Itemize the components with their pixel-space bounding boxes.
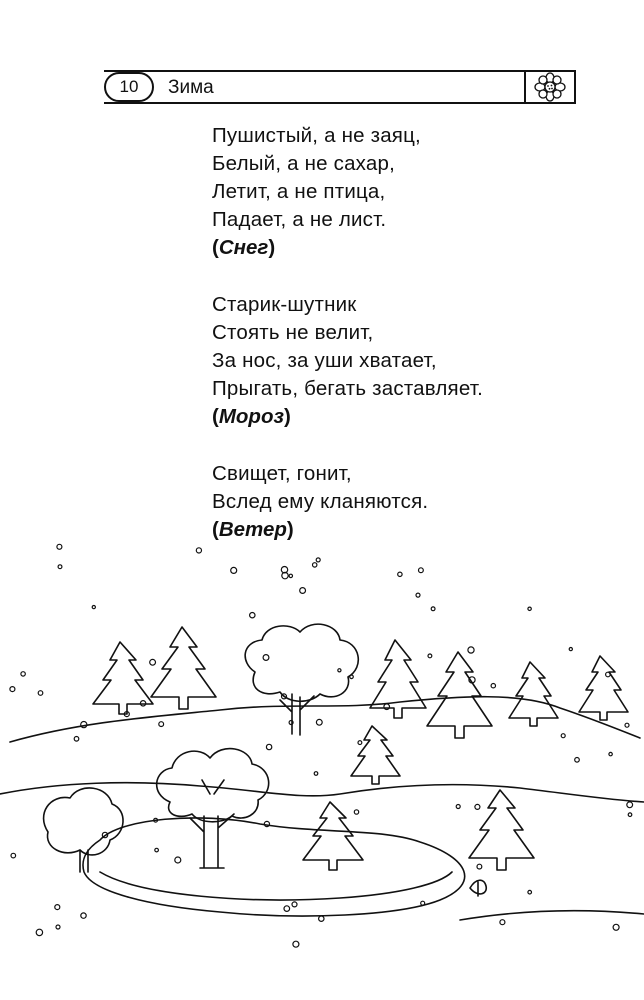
- fir-tree-icon: [351, 726, 400, 784]
- snowflake-icon: [569, 648, 572, 651]
- snowflake-icon: [316, 558, 320, 562]
- riddle-1: [212, 122, 612, 262]
- answer-text: Ветер: [218, 518, 287, 541]
- answer-open-paren: (: [212, 405, 219, 428]
- answer-open-paren: (: [212, 236, 219, 259]
- snowflake-icon: [150, 659, 156, 665]
- answer-text: Мороз: [218, 405, 284, 428]
- riddle-line: Старик-шутник: [212, 293, 357, 316]
- snowflake-icon: [250, 613, 255, 618]
- snowflake-icon: [58, 565, 62, 569]
- snowflake-icon: [421, 901, 425, 905]
- flower-icon: [524, 70, 576, 104]
- fir-tree-icon: [579, 656, 628, 720]
- riddles-block: [212, 122, 612, 573]
- riddle-line: Летит, а не птица,: [212, 180, 386, 203]
- snowflake-icon: [500, 920, 505, 925]
- snowflake-icon: [561, 734, 565, 738]
- snowy-tree-icon: [245, 624, 358, 735]
- pond-outline: [100, 872, 452, 900]
- snowflakes: [10, 544, 633, 947]
- snowflake-icon: [428, 654, 432, 658]
- snowflake-icon: [57, 544, 62, 549]
- snowbank-line: [460, 911, 644, 920]
- snowflake-icon: [358, 741, 362, 745]
- snowflake-icon: [398, 572, 402, 576]
- snowflake-icon: [606, 672, 611, 677]
- fir-tree-icon: [370, 640, 426, 718]
- ground-line: [0, 783, 644, 802]
- snowflake-icon: [293, 941, 299, 947]
- snowflake-icon: [575, 758, 580, 763]
- fir-tree-icon: [151, 627, 216, 709]
- winter-forest-coloring-illustration: [0, 532, 644, 972]
- snowflake-icon: [155, 848, 159, 852]
- fir-tree-icon: [427, 652, 492, 738]
- snowflake-icon: [21, 672, 25, 676]
- riddle-line: За нос, за уши хватает,: [212, 349, 437, 372]
- snowflake-icon: [313, 563, 317, 567]
- oak-tree-icon: [157, 749, 269, 868]
- fir-tree-icon: [509, 662, 558, 726]
- snowflake-icon: [231, 567, 237, 573]
- snowflake-icon: [36, 929, 42, 935]
- sprig-icon: [470, 880, 486, 896]
- snowflake-icon: [159, 722, 164, 727]
- snowflake-icon: [627, 802, 633, 808]
- snowflake-icon: [316, 719, 322, 725]
- snowflake-icon: [266, 744, 271, 749]
- snowflake-icon: [354, 810, 358, 814]
- snowflake-icon: [625, 723, 629, 727]
- snowflake-icon: [613, 924, 619, 930]
- snowflake-icon: [81, 913, 86, 918]
- fir-tree-icon: [469, 790, 534, 870]
- snowflake-icon: [74, 737, 79, 742]
- header-rule: [104, 70, 524, 104]
- riddle-line: Пушистый, а не заяц,: [212, 124, 421, 147]
- answer-text: Снег: [218, 236, 269, 259]
- snowflake-icon: [196, 548, 201, 553]
- snowflake-icon: [38, 691, 43, 696]
- page-number: 10: [104, 72, 154, 102]
- answer-close-paren: ): [268, 236, 276, 259]
- riddle-answer: [212, 234, 612, 262]
- snowflake-icon: [431, 607, 435, 611]
- snowflake-icon: [468, 647, 474, 653]
- riddle-line: Падает, а не лист.: [212, 208, 387, 231]
- riddle-line: Свищет, гонит,: [212, 462, 352, 485]
- fir-tree-icon: [93, 642, 153, 714]
- snowflake-icon: [477, 864, 482, 869]
- snowflake-icon: [10, 687, 15, 692]
- answer-close-paren: ): [283, 405, 291, 428]
- answer-open-paren: (: [212, 518, 219, 541]
- snowflake-icon: [175, 857, 181, 863]
- section-title: Зима: [168, 77, 214, 98]
- snowflake-icon: [528, 890, 532, 894]
- snowflake-icon: [55, 905, 60, 910]
- riddle-line: Белый, а не сахар,: [212, 152, 395, 175]
- snowflake-icon: [56, 925, 60, 929]
- riddle-answer: [212, 403, 612, 431]
- pond-outline: [83, 818, 465, 916]
- snowflake-icon: [338, 669, 341, 672]
- riddle-line: Вслед ему кланяются.: [212, 490, 429, 513]
- riddle-2: [212, 291, 612, 431]
- riddle-line: Прыгать, бегать заставляет.: [212, 377, 483, 400]
- snowflake-icon: [319, 916, 324, 921]
- snowflake-icon: [92, 606, 95, 609]
- snowflake-icon: [475, 804, 480, 809]
- snowflake-icon: [289, 574, 292, 577]
- snowflake-icon: [292, 902, 297, 907]
- snowflake-icon: [416, 593, 420, 597]
- snowflake-icon: [491, 684, 495, 688]
- snowflake-icon: [314, 772, 318, 776]
- page-header: [104, 70, 576, 108]
- snowflake-icon: [263, 655, 269, 661]
- snowflake-icon: [284, 906, 290, 912]
- answer-close-paren: ): [286, 518, 294, 541]
- snowflake-icon: [528, 607, 531, 610]
- snowflake-icon: [609, 752, 612, 755]
- snowflake-icon: [300, 588, 306, 594]
- snowflake-icon: [350, 675, 354, 679]
- snowflake-icon: [11, 853, 16, 858]
- snowflake-icon: [456, 805, 460, 809]
- snowflake-icon: [419, 568, 424, 573]
- snowflake-icon: [628, 813, 632, 817]
- riddle-line: Стоять не велит,: [212, 321, 374, 344]
